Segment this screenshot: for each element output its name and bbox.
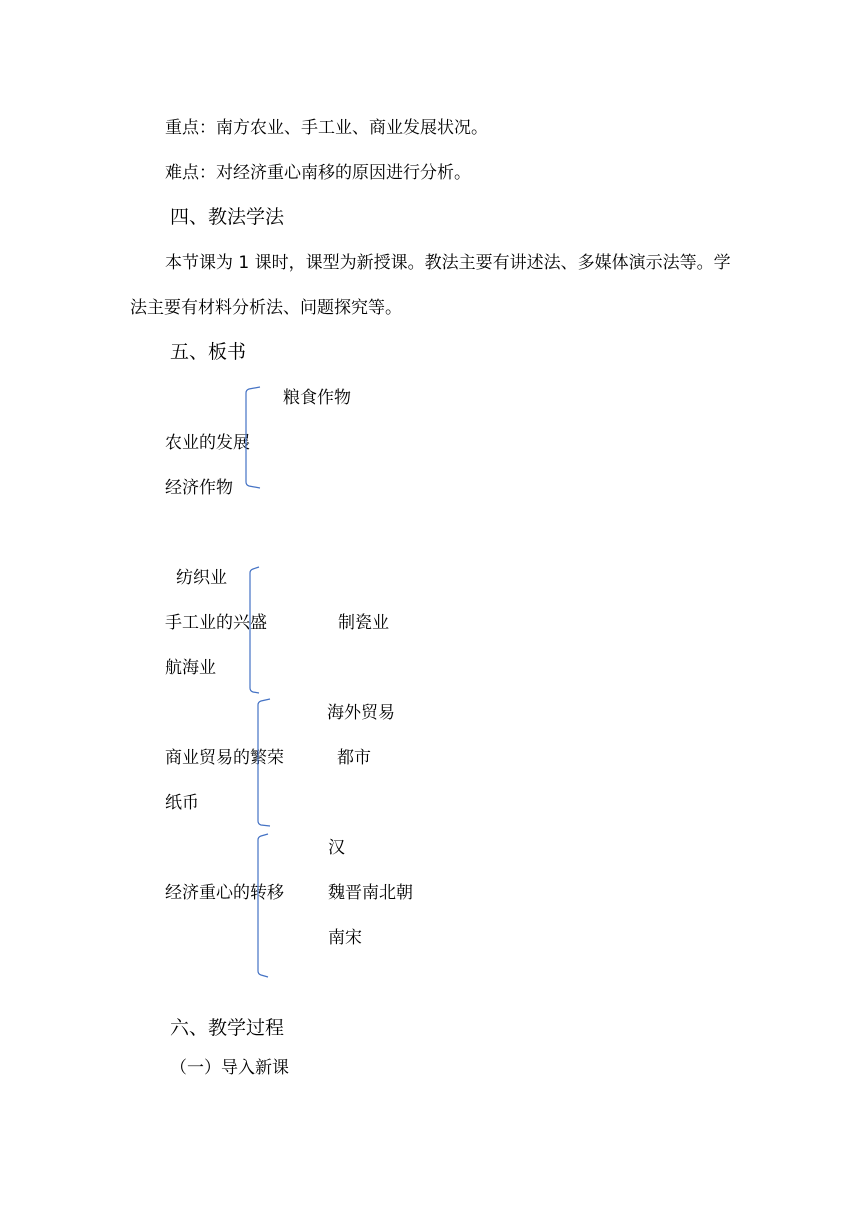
section-heading-methods: 四、教法学法 (170, 206, 285, 228)
board-commerce-item-mid: 都市 (337, 748, 371, 768)
board-handicraft-item-mid: 制瓷业 (338, 613, 389, 633)
board-commerce-item-bottom: 纸币 (165, 793, 199, 813)
board-shift-item-bottom: 南宋 (328, 928, 362, 948)
methods-paragraph-line2: 法主要有材料分析法、问题探究等。 (130, 298, 402, 318)
brace-shift (258, 834, 268, 977)
board-handicraft-topic: 手工业的兴盛 (165, 613, 267, 633)
board-shift-item-top: 汉 (328, 838, 345, 858)
key-point-text: 重点：南方农业、手工业、商业发展状况。 (165, 118, 488, 138)
board-agriculture-topic: 农业的发展 (165, 433, 250, 453)
subsection-intro: （一）导入新课 (170, 1058, 289, 1078)
methods-paragraph-line1: 本节课为 1 课时，课型为新授课。教法主要有讲述法、多媒体演示法等。学 (165, 253, 731, 273)
section-heading-process: 六、教学过程 (170, 1017, 285, 1039)
difficult-point-text: 难点：对经济重心南移的原因进行分析。 (165, 163, 471, 183)
board-handicraft-item-bottom: 航海业 (165, 658, 216, 678)
board-agriculture-item-bottom: 经济作物 (165, 478, 233, 498)
board-commerce-topic: 商业贸易的繁荣 (165, 748, 284, 768)
board-shift-topic: 经济重心的转移 (165, 883, 284, 903)
board-commerce-item-top: 海外贸易 (327, 703, 395, 723)
board-shift-item-mid: 魏晋南北朝 (328, 883, 413, 903)
section-heading-board: 五、板书 (170, 341, 247, 363)
board-agriculture-item-top: 粮食作物 (283, 388, 351, 408)
board-handicraft-item-top: 纺织业 (176, 568, 227, 588)
